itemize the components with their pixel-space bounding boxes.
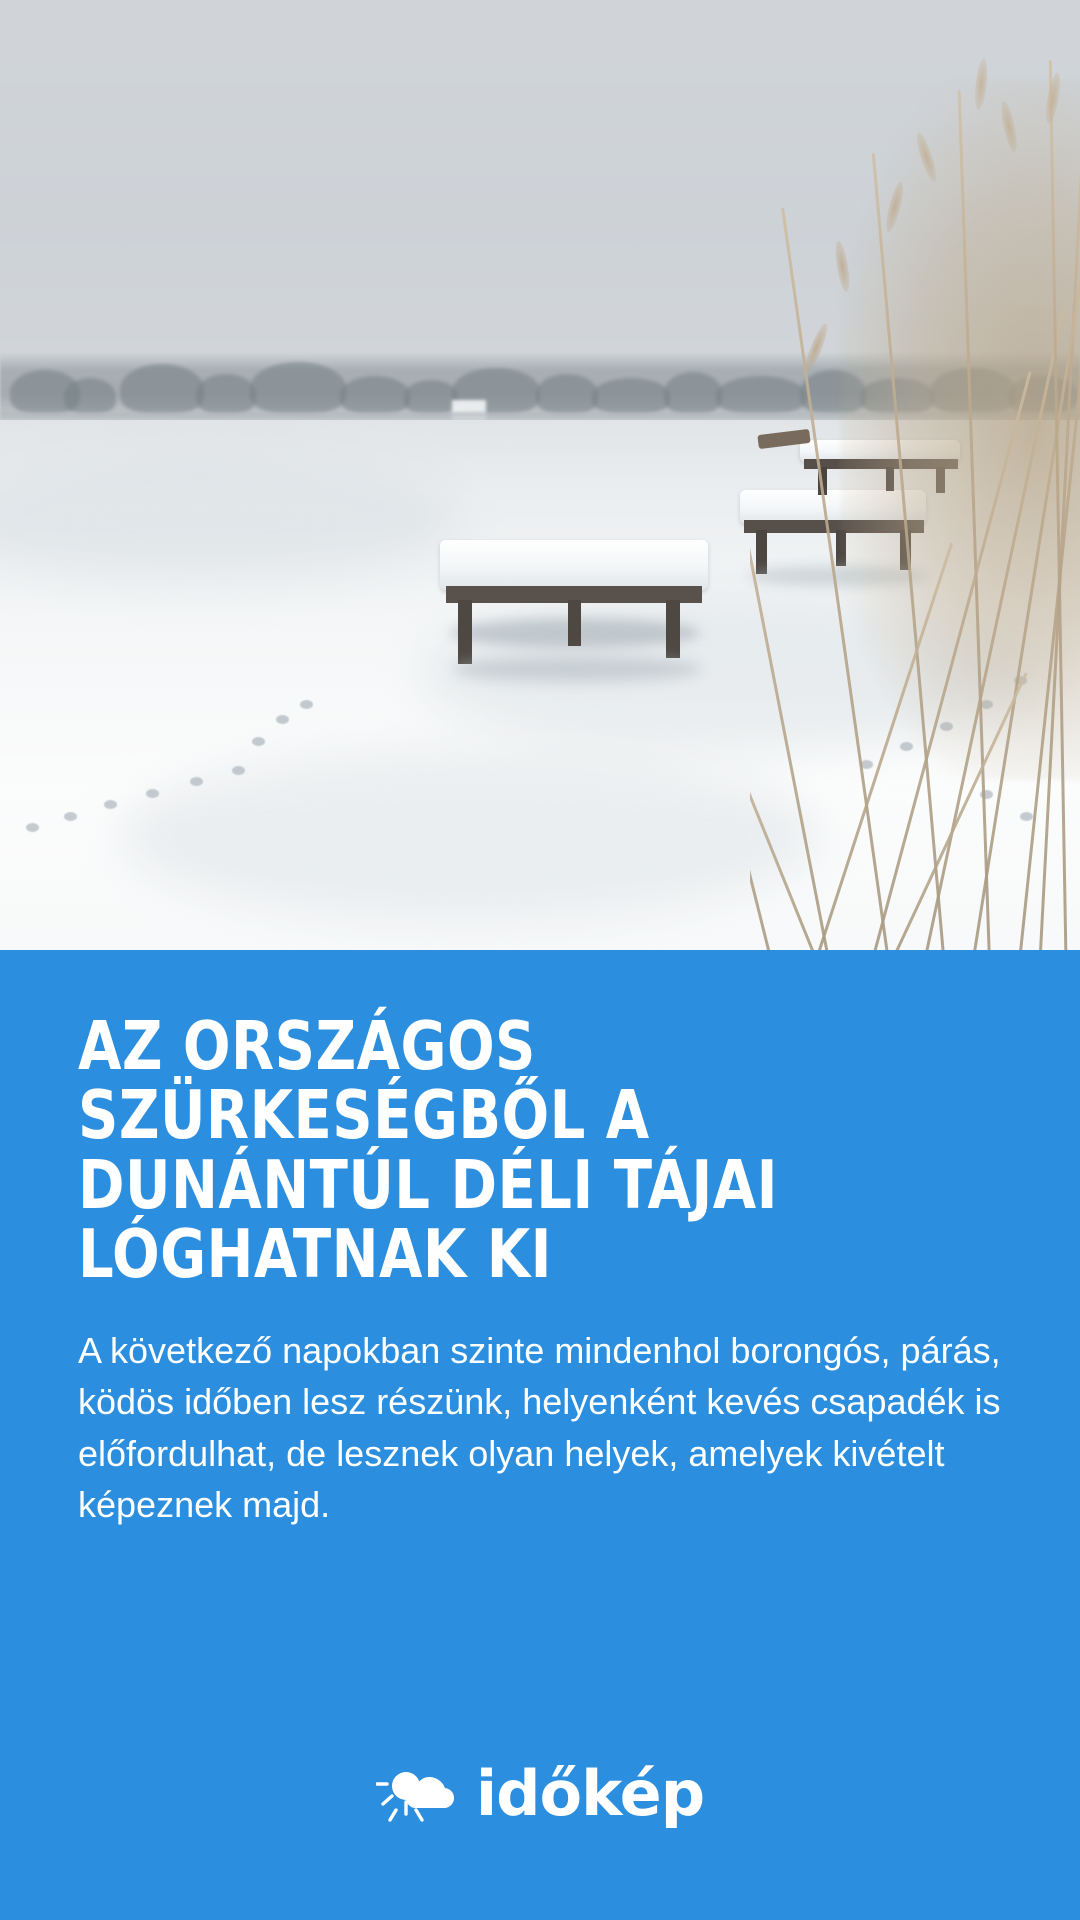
- brand-logo[interactable]: [0, 1756, 1080, 1828]
- page-title: AZ ORSZÁGOS SZÜRKESÉGBŐL A DUNÁNTÚL DÉLI TÁJAI LÓGHATNAK KI: [78, 1007, 778, 1294]
- sun-cloud-icon: [376, 1756, 462, 1828]
- hero-photo: [0, 0, 1080, 950]
- reed-cluster: [750, 0, 1080, 950]
- pier-front: [440, 540, 740, 680]
- summary-text: A következő napokban szinte mindenhol borongós, párás, ködös időben lesz részünk, helyenként kevés csapadék is előfordulhat, de lesznek olyan helyek, amelyek kivételt képeznek majd.: [78, 1330, 1001, 1525]
- text-panel: [0, 950, 1080, 1920]
- logo-wordmark: időkép: [475, 1757, 705, 1830]
